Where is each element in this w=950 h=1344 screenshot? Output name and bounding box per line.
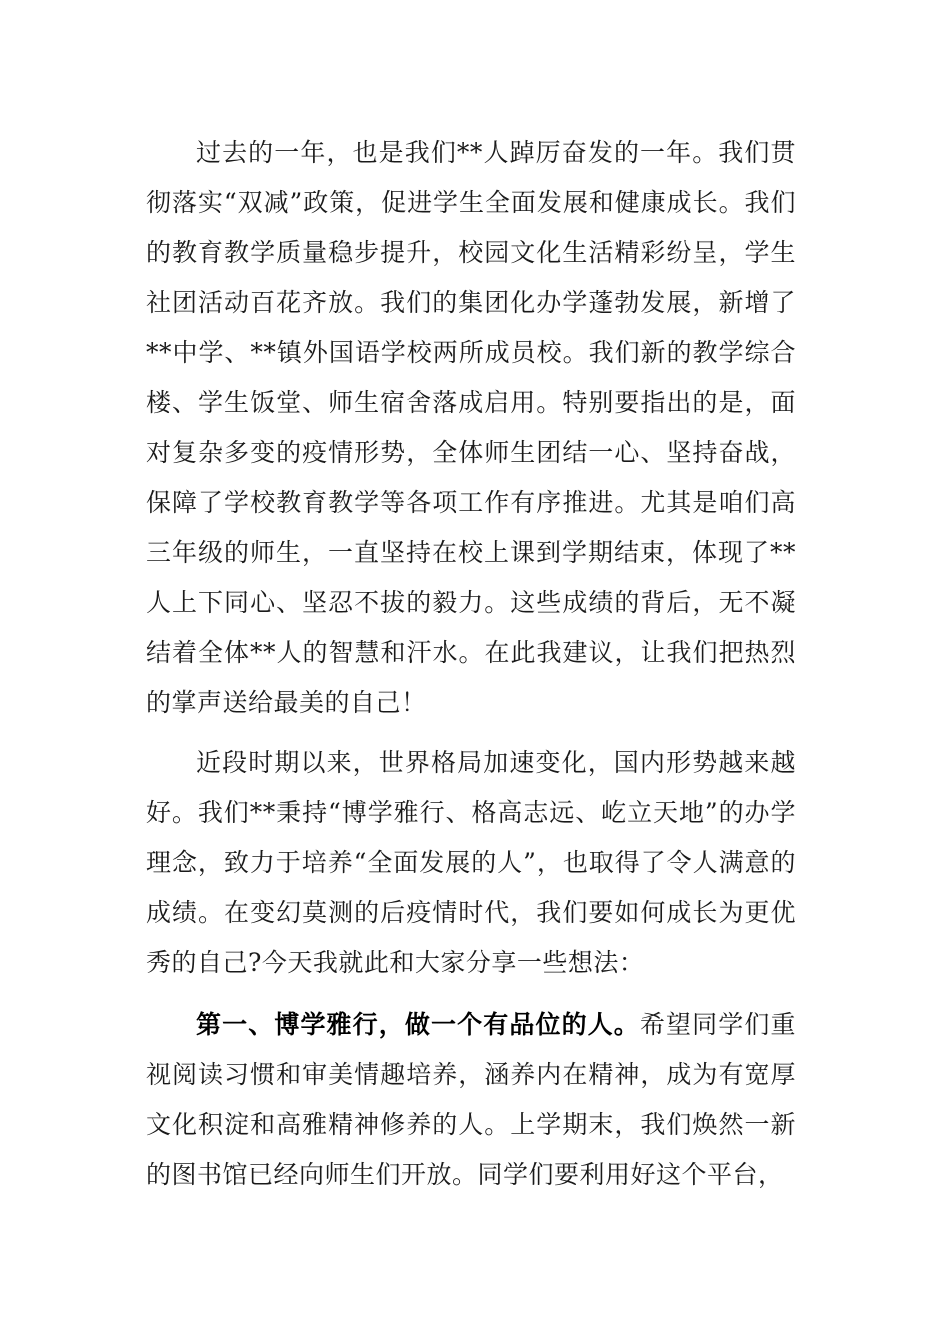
first-point-body: 希望同学们重视阅读习惯和审美情趣培养，涵养内在精神，成为有宽厚文化积淀和高雅精神修养的人。上学期末，我们焕然一新的图书馆已经向师生们开放。同学们要利用好这个平台， [146,1010,796,1189]
paragraph-past-year: 过去的一年，也是我们**人踔厉奋发的一年。我们贯彻落实“双减”政策，促进学生全面发展和健康成长。我们的教育教学质量稳步提升，校园文化生活精彩纷呈，学生社团活动百花齐放。我们的集团化办学蓬勃发展，新增了**中学、**镇外国语学校两所成员校。我们新的教学综合楼、学生饭堂、师生宿舍落成启用。特别要指出的是，面对复杂多变的疫情形势，全体师生团结一心、坚持奋战，保障了学校教育教学等各项工作有序推进。尤其是咱们高三年级的师生，一直坚持在校上课到学期结束，体现了**人上下同心、坚忍不拔的毅力。这些成绩的背后，无不凝结着全体**人的智慧和汗水。在此我建议，让我们把热烈的掌声送给最美的自己！ [146,138,796,717]
paragraph-first-point [146,1000,796,1200]
paragraph-recent-period: 近段时期以来，世界格局加速变化，国内形势越来越好。我们**秉持“博学雅行、格高志远、屹立天地”的办学理念，致力于培养“全面发展的人”，也取得了令人满意的成绩。在变幻莫测的后疫情时代，我们要如何成长为更优秀的自己?今天我就此和大家分享一些想法： [146,748,796,977]
first-point-heading: 第一、博学雅行，做一个有品位的人。 [196,1010,640,1039]
